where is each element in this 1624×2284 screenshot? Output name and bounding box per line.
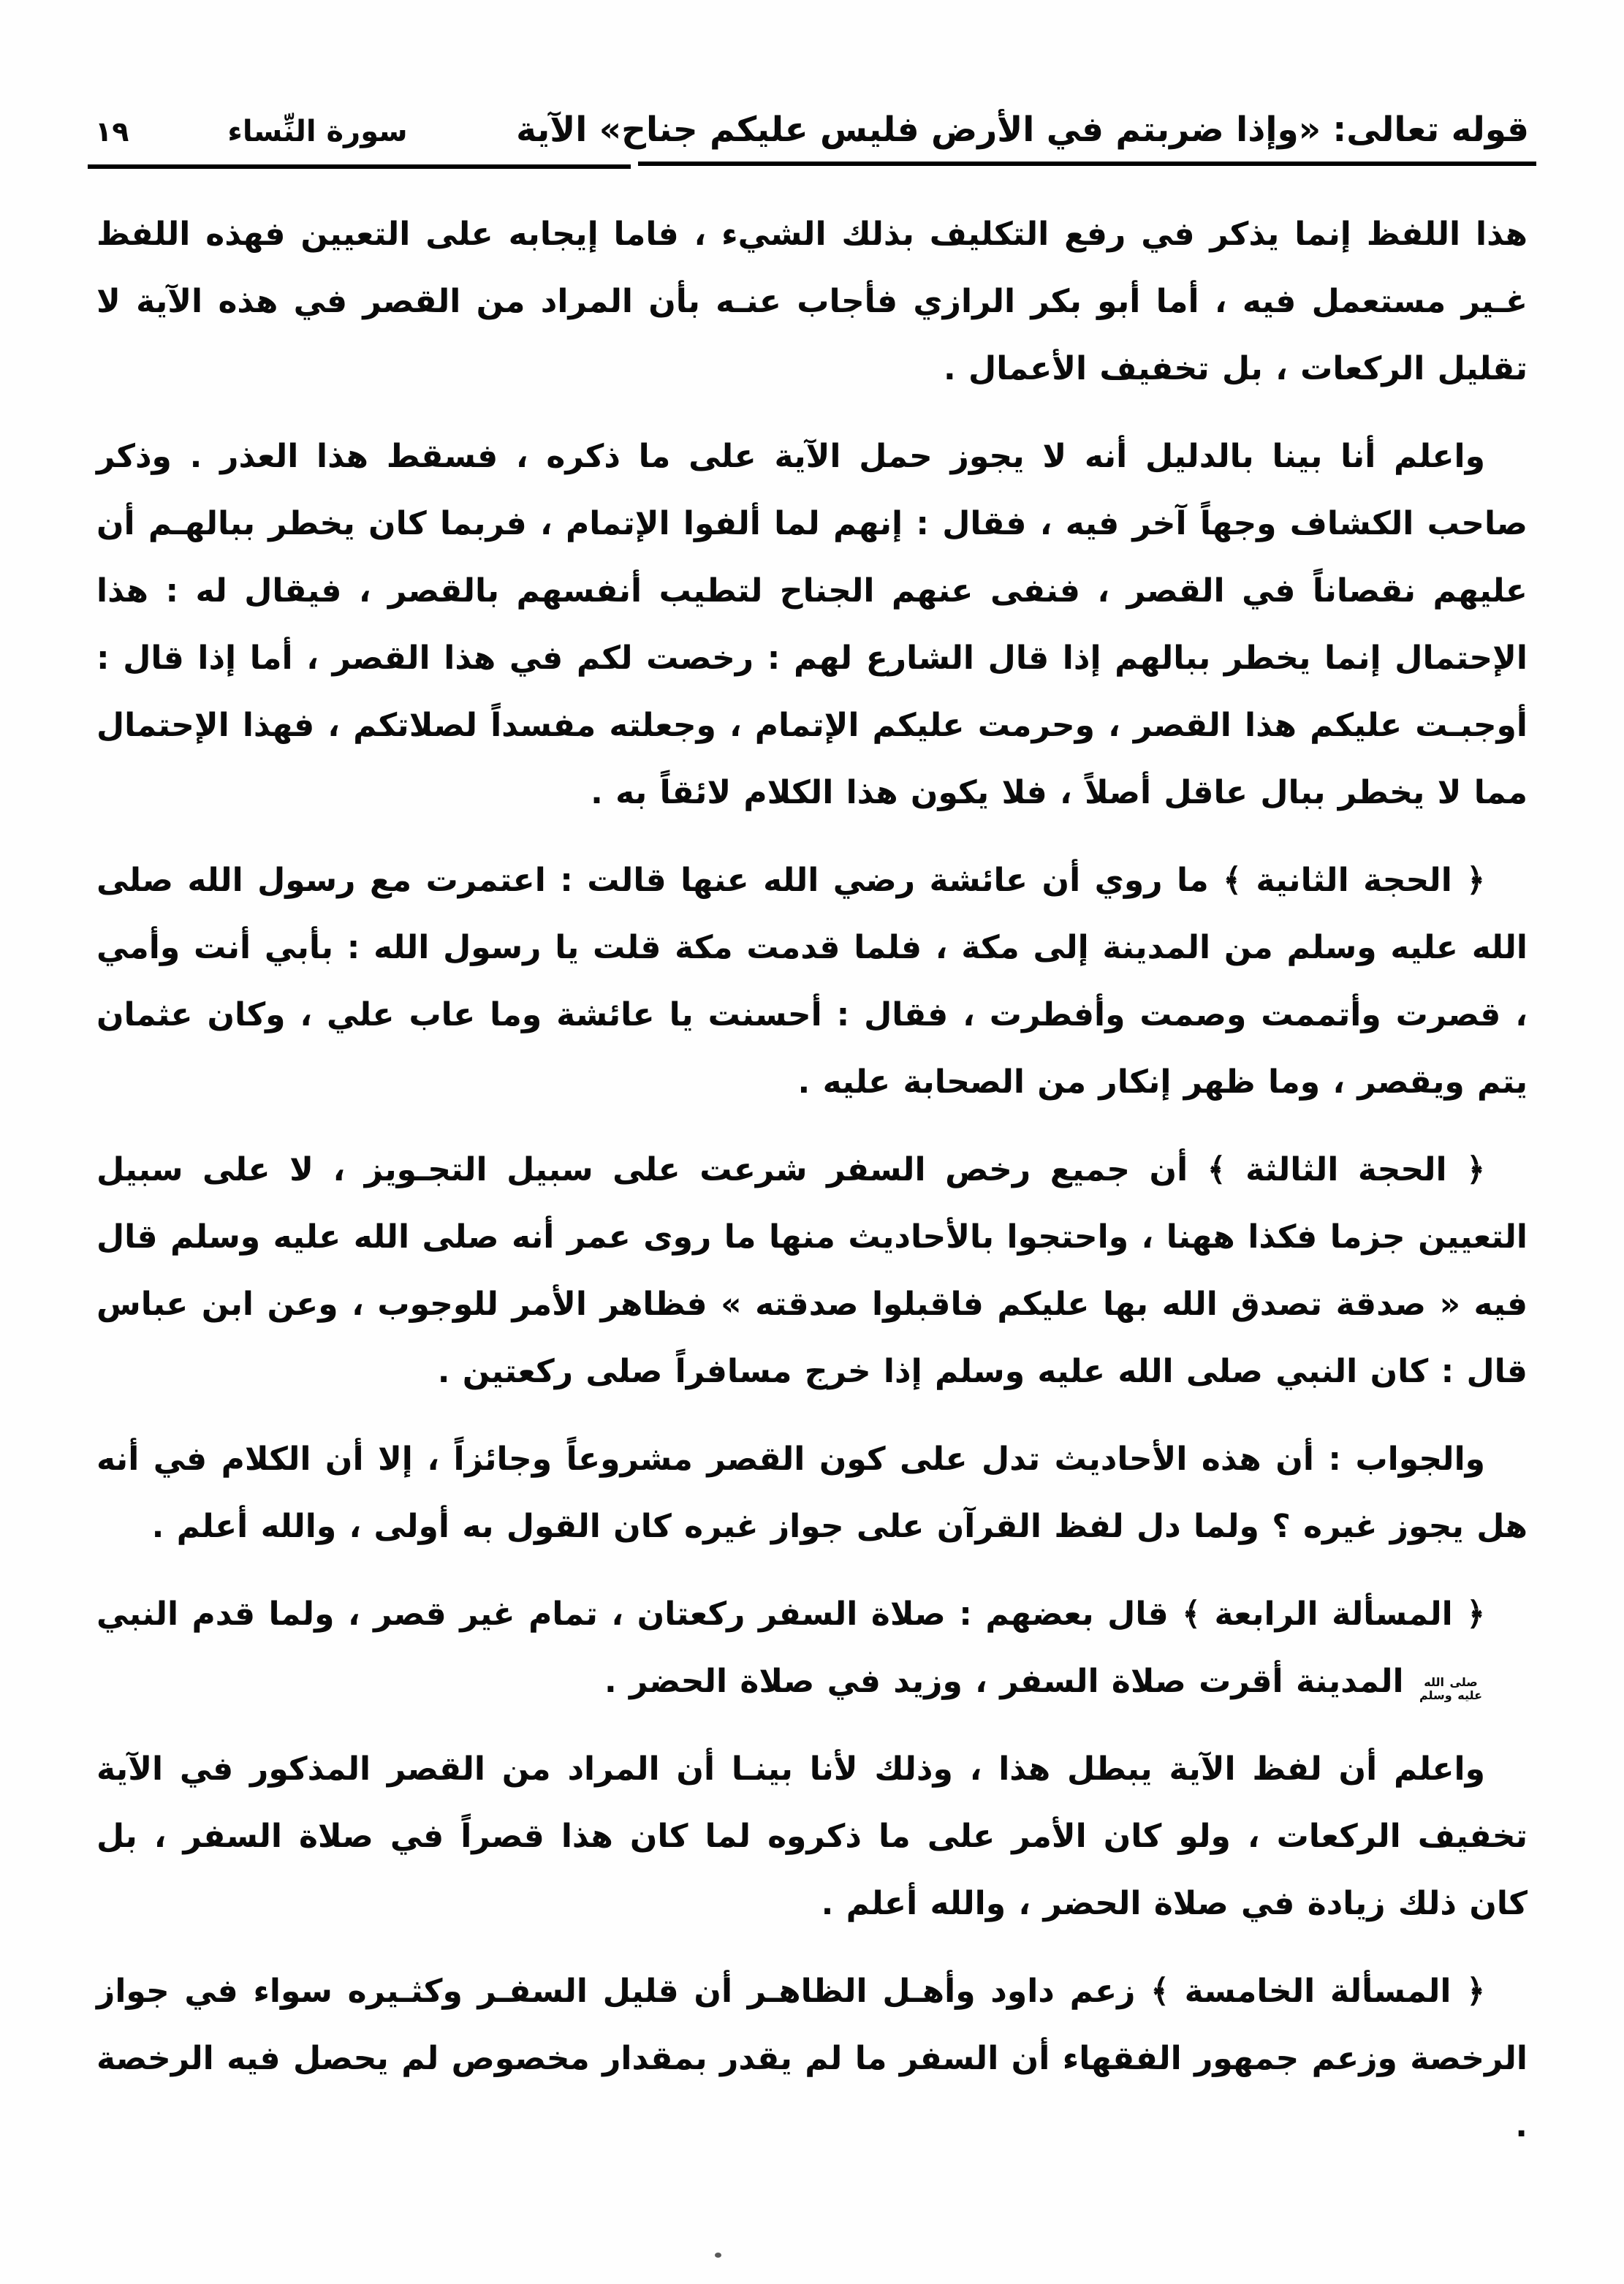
header-verse-title: قوله تعالى: «وإذا ضربتم في الأرض فليس عليكم جناح» الآية: [516, 110, 1529, 150]
section-heading-hujja-3: ﴿ الحجة الثالثة ﴾: [1207, 1151, 1485, 1188]
paragraph-4: [96, 1137, 1528, 1405]
header-page-number: ١٩: [95, 115, 129, 148]
header-surah-name: سورة النِّساء: [227, 115, 408, 148]
paragraph-6: [96, 1581, 1528, 1715]
paragraph-5: [96, 1426, 1528, 1560]
page-header: [0, 0, 1624, 150]
header-rule: [88, 162, 1536, 170]
honorific-line-2: عليه وسلم: [1419, 1688, 1482, 1702]
page-body: [0, 170, 1624, 2160]
paragraph-1: [96, 201, 1528, 403]
header-rule-right-segment: [638, 162, 1536, 166]
paragraph-2-text: واعلم أنا بينا بالدليل أنه لا يجوز حمل الآية على ما ذكره ، فسقط هذا العذر . وذكر صاحب الكشاف وجهاً آخر فيه ، فقال : إنهم لما ألفوا الإتمام ، فربما كان يخطر ببالهـم أن عليهم نقصاناً في القصر ، فنفى عنهم الجناح لتطيب أنفسهم بالقصر ، فيقال له : هذا الإحتمال إنما يخطر ببالهم إذا قال الشارع لهم : رخصت لكم في هذا القصر ، أما إذا قال : أوجبـت عليكم هذا القصر ، وحرمت عليكم الإتمام ، وجعلته مفسداً لصلاتكم ، فهذا الإحتمال مما لا يخطر ببال عاقل أصلاً ، فلا يكون هذا الكلام لائقاً به .: [96, 438, 1528, 811]
section-heading-masala-5: ﴿ المسألة الخامسة ﴾: [1150, 1973, 1485, 2010]
section-heading-masala-4: ﴿ المسألة الرابعة ﴾: [1182, 1596, 1485, 1633]
sallallahu-alayhi-wasallam-mark: [1419, 1676, 1525, 1703]
paragraph-3: [96, 847, 1528, 1116]
paragraph-2: [96, 423, 1528, 827]
paragraph-6-text-a: قال بعضهم : صلاة السفر ركعتان ، تمام غير قصر ، ولما قدم النبي: [96, 1596, 1169, 1633]
paragraph-4-text: أن جميع رخص السفر شرعت على سبيل التجـويز ، لا على سبيل التعيين جزما فكذا ههنا ، واحتجوا بالأحاديث منها ما روى عمر أنه صلى الله عليه وسلم قال فيه « صدقة تصدق الله بها عليكم فاقبلوا صدقته » فظاهر الأمر للوجوب ، وعن ابن عباس قال : كان النبي صلى الله عليه وسلم إذا خرج مسافراً صلى ركعتين .: [96, 1151, 1528, 1390]
scan-artifact-dot: [715, 2253, 721, 2258]
paragraph-6-text-b: المدينة أقرت صلاة السفر ، وزيد في صلاة الحضر .: [604, 1663, 1404, 1700]
paragraph-5-text: والجواب : أن هذه الأحاديث تدل على كون القصر مشروعاً وجائزاً ، إلا أن الكلام في أنه هل يجوز غيره ؟ ولما دل لفظ القرآن على جواز غيره كان القول به أولى ، والله أعلم .: [96, 1441, 1528, 1545]
paragraph-8-text: زعم داود وأهـل الظاهـر أن قليل السفـر وكثـيره سواء في جواز الرخصة وزعم جمهور الفقهاء أن السفر ما لم يقدر بمقدار مخصوص لم يحصل فيه الرخصة .: [96, 1973, 1528, 2144]
paragraph-7: [96, 1736, 1528, 1938]
honorific-line-1: صلى الله: [1424, 1674, 1478, 1689]
paragraph-3-text: ما روي أن عائشة رضي الله عنها قالت : اعتمرت مع رسول الله صلى الله عليه وسلم من المدينة إلى مكة ، فلما قدمت مكة قلت يا رسول الله : بأبي أنت وأمي ، قصرت وأتممت وصمت وأفطرت ، فقال : أحسنت يا عائشة وما عاب علي ، وكان عثمان يتم ويقصر ، وما ظهر إنكار من الصحابة عليه .: [96, 862, 1528, 1101]
paragraph-8: [96, 1958, 1528, 2160]
header-rule-left-segment: [88, 164, 631, 169]
paragraph-7-text: واعلم أن لفظ الآية يبطل هذا ، وذلك لأنا بينـا أن المراد من القصر المذكور في الآية تخفيف الركعات ، ولو كان الأمر على ما ذكروه لما كان هذا قصراً في صلاة السفر ، بل كان ذلك زيادة في صلاة الحضر ، والله أعلم .: [96, 1750, 1528, 1922]
section-heading-hujja-2: ﴿ الحجة الثانية ﴾: [1223, 862, 1485, 899]
paragraph-1-text: هذا اللفظ إنما يذكر في رفع التكليف بذلك الشيء ، فاما إيجابه على التعيين فهذه اللفظ غـير مستعمل فيه ، أما أبو بكر الرازي فأجاب عنـه بأن المراد من القصر في هذه الآية لا تقليل الركعات ، بل تخفيف الأعمال .: [96, 216, 1528, 387]
